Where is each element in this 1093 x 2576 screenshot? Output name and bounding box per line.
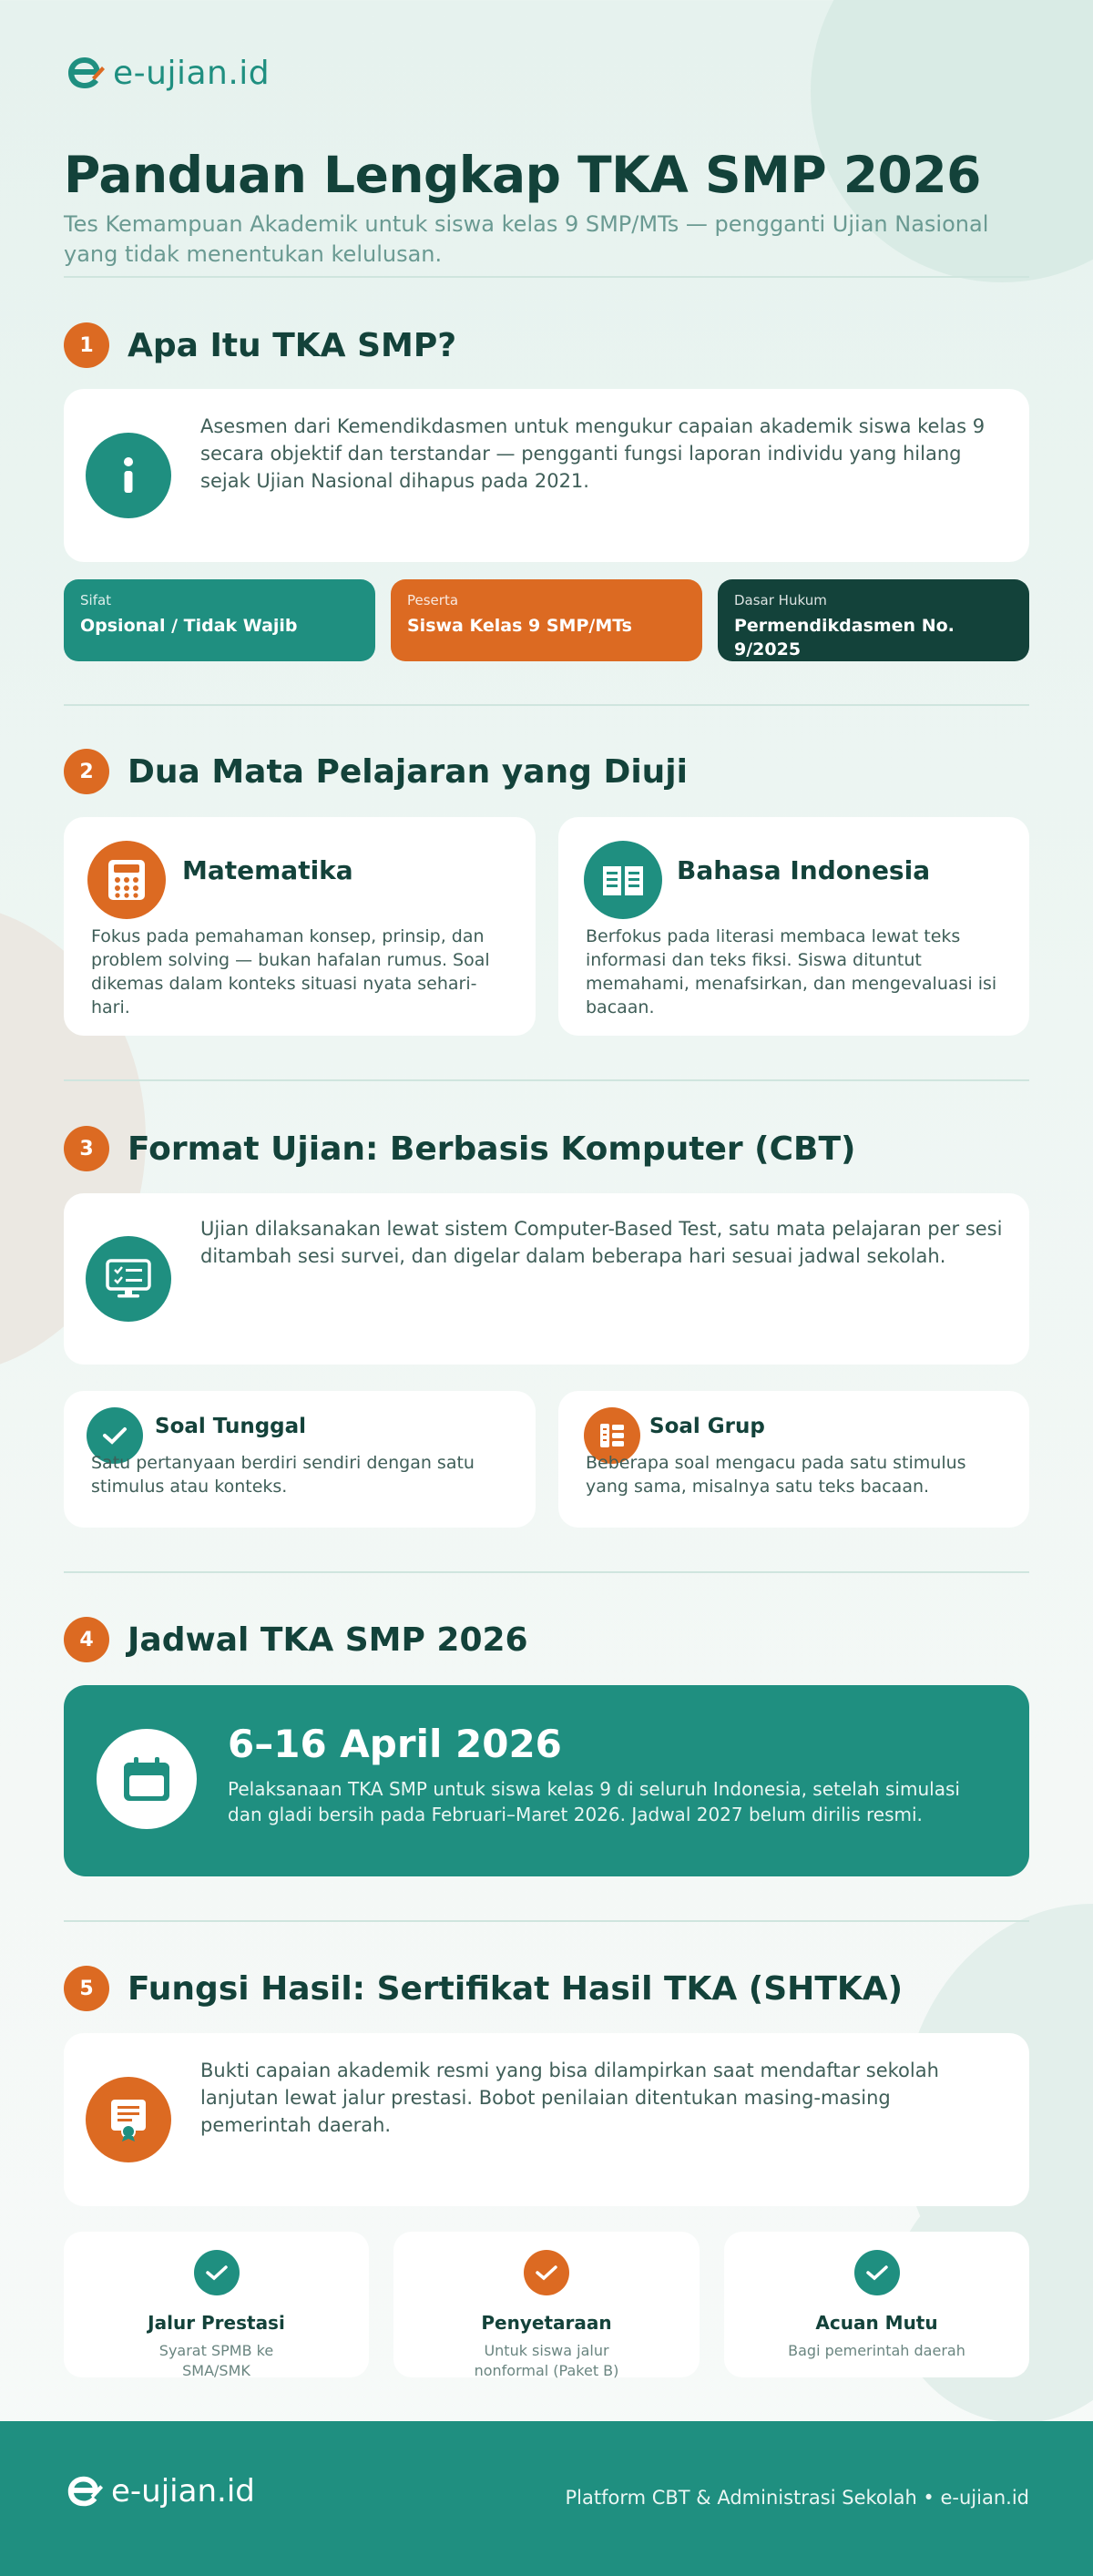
footer [0, 2421, 1093, 2576]
type-title: Soal Grup [649, 1415, 765, 1438]
use-penyetaraan [393, 2232, 700, 2377]
check-icon [524, 2250, 569, 2295]
subject-text: Fokus pada pemahaman konsep, prinsip, dan problem solving — bukan hafalan rumus. Soal dikemas dalam konteks situasi nyata sehari-hari. [91, 926, 490, 1017]
monitor-icon [86, 1236, 171, 1322]
use-acuan-mutu [724, 2232, 1029, 2377]
pill-peserta [391, 579, 702, 661]
cbt-text: Ujian dilaksanakan lewat sistem Computer-Based Test, satu mata pelajaran per sesi ditambah sesi survei, dan digelar dalam beberapa hari sesuai jadwal sekolah. [200, 1218, 1003, 1267]
divider [64, 276, 1029, 278]
use-title: Acuan Mutu [815, 2312, 938, 2334]
divider [64, 1079, 1029, 1081]
divider [64, 704, 1029, 706]
page-subtitle: Tes Kemampuan Akademik untuk siswa kelas 9 SMP/MTs — pengganti Ujian Nasional yang tidak menentukan kelulusan. [64, 211, 989, 267]
soal-grup-card [558, 1391, 1029, 1528]
check-icon [194, 2250, 240, 2295]
e-logo-icon [64, 52, 106, 94]
use-jalur-prestasi [64, 2232, 369, 2377]
section-number: 3 [64, 1126, 109, 1171]
intro-card [64, 389, 1029, 562]
check-icon [854, 2250, 900, 2295]
calendar-icon [97, 1729, 197, 1829]
footer-brand-name: e-ujian.id [111, 2473, 255, 2510]
book-icon [584, 841, 662, 919]
subject-title: Matematika [182, 855, 353, 885]
section-number: 1 [64, 322, 109, 368]
section-title: Format Ujian: Berbasis Komputer (CBT) [128, 1130, 856, 1168]
page-title: Panduan Lengkap TKA SMP 2026 [64, 146, 981, 204]
section-5-heading [64, 1966, 903, 2011]
section-title: Jadwal TKA SMP 2026 [128, 1620, 528, 1659]
brand-logo[interactable] [64, 52, 270, 94]
soal-tunggal-card [64, 1391, 536, 1528]
use-desc: Syarat SPMB ke SMA/SMK [158, 2342, 274, 2379]
section-title: Apa Itu TKA SMP? [128, 326, 457, 364]
divider [64, 1920, 1029, 1922]
calculator-icon [87, 841, 166, 919]
pill-value: Opsional / Tidak Wajib [80, 616, 298, 636]
footer-tagline: Platform CBT & Administrasi Sekolah • e-ujian.id [565, 2487, 1029, 2509]
intro-text: Asesmen dari Kemendikdasmen untuk mengukur capaian akademik siswa kelas 9 secara objektif dan terstandar — pengganti fungsi laporan individu yang hilang sejak Ujian Nasional dihapus pada 2021. [200, 415, 986, 492]
divider [64, 1571, 1029, 1573]
use-desc: Bagi pemerintah daerah [788, 2342, 965, 2359]
use-desc: Untuk siswa jalur nonformal (Paket B) [474, 2342, 619, 2379]
pill-dasar-hukum [718, 579, 1029, 661]
section-2-heading [64, 749, 688, 794]
type-text: Satu pertanyaan berdiri sendiri dengan satu stimulus atau konteks. [91, 1453, 475, 1497]
pill-label: Peserta [407, 592, 459, 608]
pill-value: Permendikdasmen No. 9/2025 [734, 616, 955, 659]
section-number: 2 [64, 749, 109, 794]
section-3-heading [64, 1126, 855, 1171]
shtka-card [64, 2033, 1029, 2206]
type-text: Beberapa soal mengacu pada satu stimulus yang sama, misalnya satu teks bacaan. [586, 1453, 966, 1497]
subject-card-bahasa [558, 817, 1029, 1036]
brand-name: e-ujian.id [113, 54, 271, 92]
section-title: Dua Mata Pelajaran yang Diuji [128, 752, 688, 791]
section-title: Fungsi Hasil: Sertifikat Hasil TKA (SHTKA) [128, 1969, 904, 2008]
cbt-card [64, 1193, 1029, 1365]
section-number: 5 [64, 1966, 109, 2011]
type-title: Soal Tunggal [155, 1415, 307, 1438]
schedule-text: Pelaksanaan TKA SMP untuk siswa kelas 9 di seluruh Indonesia, setelah simulasi dan gladi bersih pada Februari–Maret 2026. Jadwal 2027 belum dirilis resmi. [228, 1778, 960, 1825]
subject-text: Berfokus pada literasi membaca lewat teks informasi dan teks fiksi. Siswa dituntut memahami, menafsirkan, dan mengevaluasi isi bacaan. [586, 926, 997, 1017]
pill-sifat [64, 579, 375, 661]
shtka-text: Bukti capaian akademik resmi yang bisa dilampirkan saat mendaftar sekolah lanjutan lewat jalur prestasi. Bobot penilaian ditentukan masing-masing pemerintah daerah. [200, 2060, 939, 2136]
pill-label: Dasar Hukum [734, 592, 827, 608]
footer-logo[interactable] [64, 2471, 255, 2511]
e-logo-icon [64, 2471, 104, 2511]
subject-title: Bahasa Indonesia [677, 855, 931, 885]
use-title: Penyetaraan [481, 2312, 612, 2334]
section-4-heading [64, 1617, 528, 1662]
schedule-card [64, 1685, 1029, 1876]
certificate-icon [86, 2077, 171, 2162]
pill-label: Sifat [80, 592, 112, 608]
info-icon [86, 433, 171, 518]
pill-value: Siswa Kelas 9 SMP/MTs [407, 616, 632, 636]
section-number: 4 [64, 1617, 109, 1662]
section-1-heading [64, 322, 456, 368]
use-title: Jalur Prestasi [148, 2312, 285, 2334]
schedule-date: 6–16 April 2026 [228, 1722, 562, 1766]
subject-card-matematika [64, 817, 536, 1036]
